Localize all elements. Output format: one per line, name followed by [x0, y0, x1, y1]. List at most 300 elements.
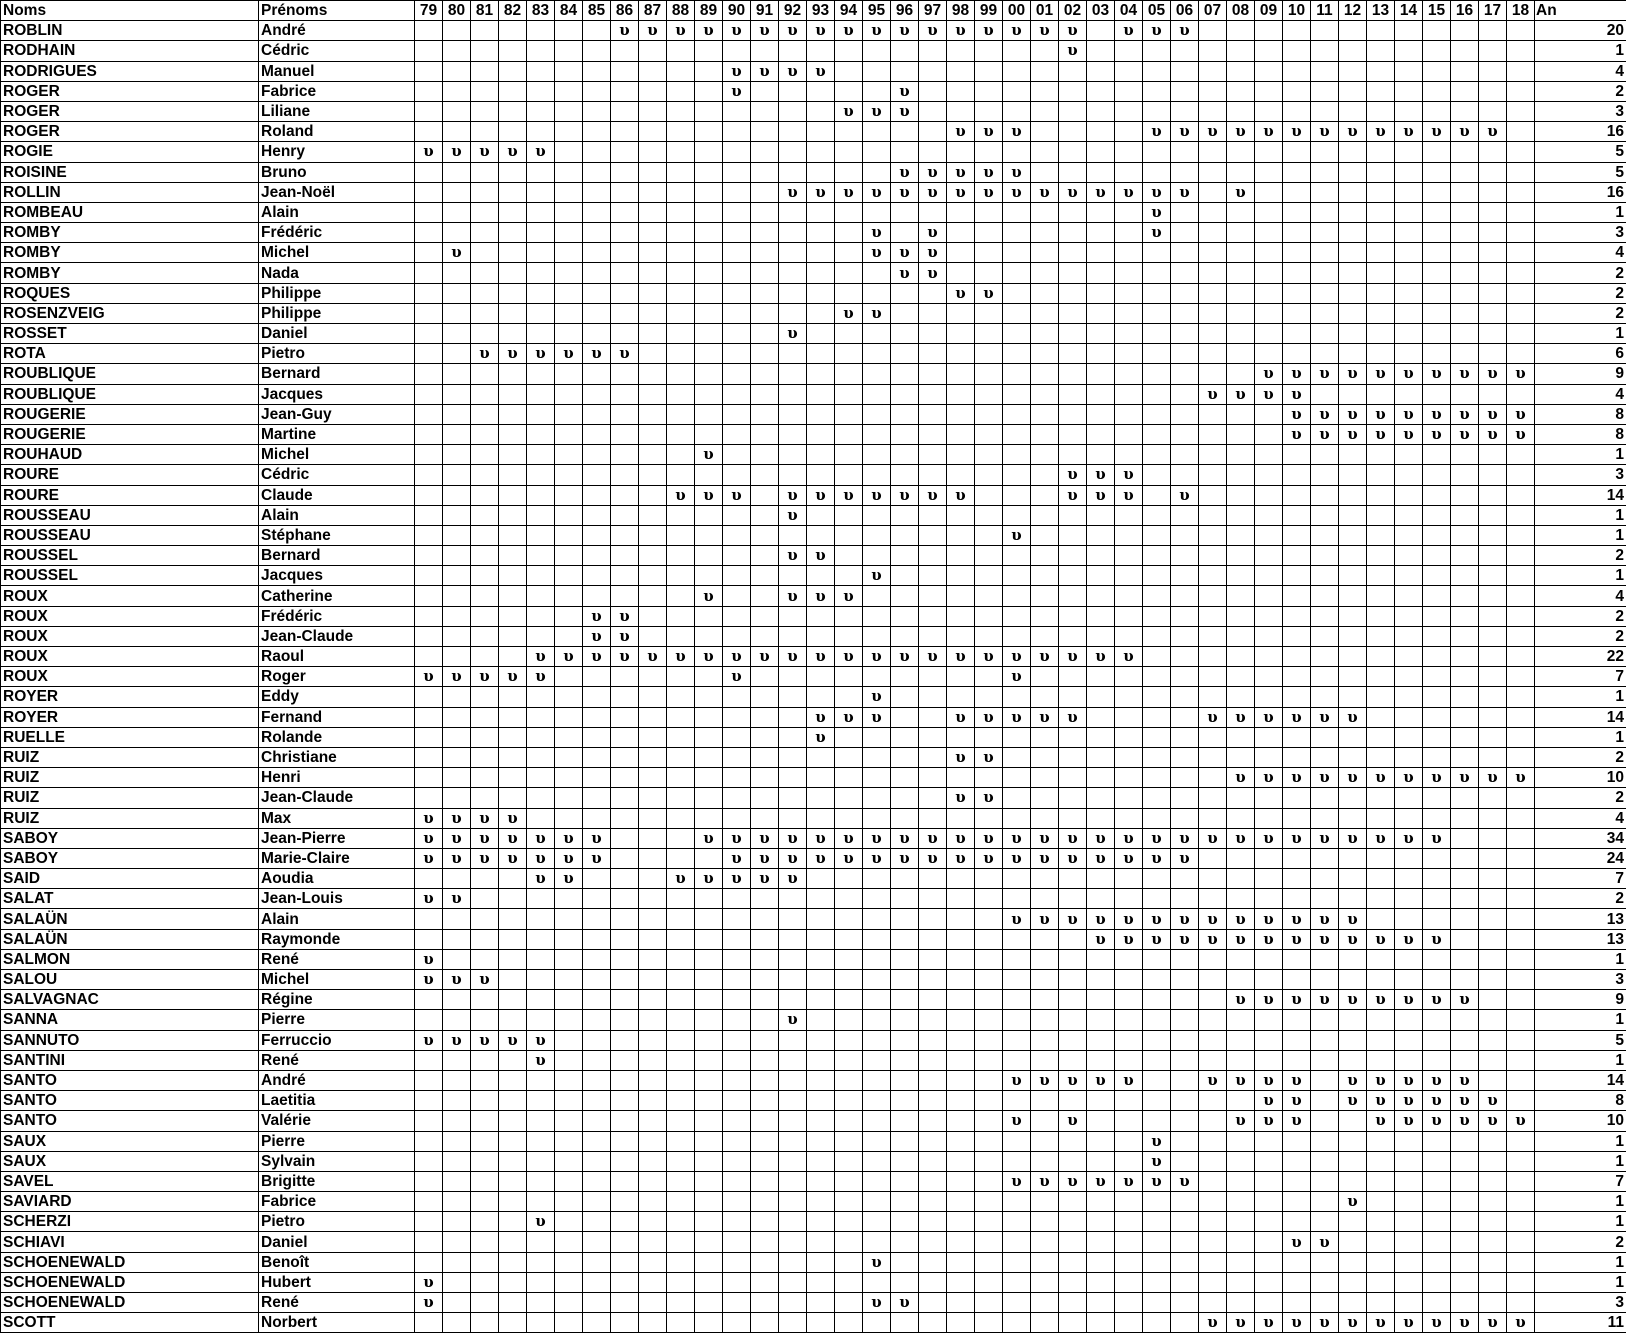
year-mark: υ — [1031, 909, 1059, 929]
year-cell-empty — [1115, 303, 1143, 323]
year-cell-empty — [1171, 101, 1199, 121]
row-nom: SCHOENEWALD — [1, 1293, 259, 1313]
row-prenom: Pietro — [259, 1212, 415, 1232]
year-cell-empty — [1143, 1212, 1171, 1232]
year-cell-empty — [527, 445, 555, 465]
year-cell-empty — [919, 344, 947, 364]
year-cell-empty — [1339, 626, 1367, 646]
year-cell-empty — [1507, 182, 1535, 202]
year-cell-empty — [1395, 687, 1423, 707]
year-cell-empty — [947, 223, 975, 243]
year-cell-empty — [639, 485, 667, 505]
year-cell-empty — [1507, 243, 1535, 263]
year-cell-empty — [1451, 869, 1479, 889]
year-cell-empty — [1059, 808, 1087, 828]
year-cell-empty — [1003, 283, 1031, 303]
year-cell-empty — [1283, 586, 1311, 606]
year-cell-empty — [807, 1293, 835, 1313]
year-cell-empty — [1451, 344, 1479, 364]
year-cell-empty — [639, 869, 667, 889]
year-cell-empty — [1255, 747, 1283, 767]
year-cell-empty — [891, 1232, 919, 1252]
year-cell-empty — [1115, 949, 1143, 969]
year-cell-empty — [639, 1070, 667, 1090]
year-cell-empty — [891, 788, 919, 808]
row-total: 16 — [1535, 122, 1626, 142]
year-mark: υ — [1059, 828, 1087, 848]
year-cell-empty — [1423, 707, 1451, 727]
year-cell-empty — [723, 202, 751, 222]
year-cell-empty — [1283, 1293, 1311, 1313]
year-cell-empty — [1367, 101, 1395, 121]
year-cell-empty — [835, 1111, 863, 1131]
year-cell-empty — [807, 445, 835, 465]
year-cell-empty — [1395, 667, 1423, 687]
year-cell-empty — [751, 1192, 779, 1212]
year-cell-empty — [779, 606, 807, 626]
year-cell-empty — [863, 324, 891, 344]
year-cell-empty — [1423, 21, 1451, 41]
year-cell-empty — [695, 546, 723, 566]
year-cell-empty — [1031, 586, 1059, 606]
year-cell-empty — [1367, 1151, 1395, 1171]
row-prenom: Pierre — [259, 1010, 415, 1030]
year-cell-empty — [499, 1192, 527, 1212]
year-cell-empty — [611, 1293, 639, 1313]
year-cell-empty — [1227, 404, 1255, 424]
year-cell-empty — [1479, 828, 1507, 848]
year-cell-empty — [667, 889, 695, 909]
year-cell-empty — [1227, 1151, 1255, 1171]
year-cell-empty — [1311, 243, 1339, 263]
year-cell-empty — [1423, 41, 1451, 61]
year-cell-empty — [499, 788, 527, 808]
year-cell-empty — [667, 1293, 695, 1313]
year-mark: υ — [919, 647, 947, 667]
year-cell-empty — [807, 364, 835, 384]
year-cell-empty — [471, 505, 499, 525]
year-cell-empty — [1311, 788, 1339, 808]
year-cell-empty — [1507, 1050, 1535, 1070]
year-cell-empty — [1339, 848, 1367, 868]
year-mark: υ — [1367, 404, 1395, 424]
year-cell-empty — [555, 202, 583, 222]
year-cell-empty — [667, 142, 695, 162]
year-cell-empty — [1283, 808, 1311, 828]
year-cell-empty — [1311, 546, 1339, 566]
year-cell-empty — [583, 122, 611, 142]
year-cell-empty — [947, 81, 975, 101]
year-cell-empty — [947, 142, 975, 162]
year-cell-empty — [947, 1171, 975, 1191]
year-cell-empty — [1003, 727, 1031, 747]
year-cell-empty — [1087, 445, 1115, 465]
year-mark: υ — [499, 808, 527, 828]
year-cell-empty — [1227, 61, 1255, 81]
year-cell-empty — [1423, 485, 1451, 505]
header-year: 03 — [1087, 1, 1115, 21]
year-cell-empty — [667, 727, 695, 747]
year-cell-empty — [1423, 1151, 1451, 1171]
year-cell-empty — [471, 909, 499, 929]
year-cell-empty — [1339, 1050, 1367, 1070]
year-cell-empty — [1451, 586, 1479, 606]
year-cell-empty — [695, 384, 723, 404]
year-cell-empty — [1507, 747, 1535, 767]
year-cell-empty — [1031, 81, 1059, 101]
year-cell-empty — [415, 324, 443, 344]
year-cell-empty — [947, 424, 975, 444]
year-cell-empty — [583, 1232, 611, 1252]
year-cell-empty — [1227, 202, 1255, 222]
year-cell-empty — [1451, 1131, 1479, 1151]
year-cell-empty — [947, 344, 975, 364]
year-cell-empty — [1255, 303, 1283, 323]
year-cell-empty — [1143, 1091, 1171, 1111]
year-cell-empty — [1395, 384, 1423, 404]
year-cell-empty — [1255, 1050, 1283, 1070]
year-cell-empty — [443, 364, 471, 384]
year-mark: υ — [975, 747, 1003, 767]
year-cell-empty — [1087, 808, 1115, 828]
year-cell-empty — [1423, 788, 1451, 808]
header-year: 13 — [1367, 1, 1395, 21]
year-cell-empty — [1227, 303, 1255, 323]
year-cell-empty — [1031, 384, 1059, 404]
year-cell-empty — [1395, 142, 1423, 162]
year-cell-empty — [1059, 990, 1087, 1010]
year-cell-empty — [975, 404, 1003, 424]
year-cell-empty — [1059, 606, 1087, 626]
year-cell-empty — [611, 727, 639, 747]
year-cell-empty — [751, 990, 779, 1010]
row-prenom: Michel — [259, 243, 415, 263]
year-mark: υ — [835, 21, 863, 41]
year-cell-empty — [723, 1272, 751, 1292]
year-cell-empty — [1423, 869, 1451, 889]
year-mark: υ — [1087, 828, 1115, 848]
year-cell-empty — [779, 788, 807, 808]
year-cell-empty — [583, 586, 611, 606]
year-cell-empty — [695, 1252, 723, 1272]
year-cell-empty — [667, 525, 695, 545]
year-cell-empty — [1143, 1010, 1171, 1030]
year-cell-empty — [1115, 344, 1143, 364]
year-cell-empty — [1339, 1010, 1367, 1030]
table-row — [1, 1111, 1626, 1131]
year-cell-empty — [919, 1030, 947, 1050]
year-cell-empty — [1087, 1111, 1115, 1131]
year-cell-empty — [975, 990, 1003, 1010]
year-cell-empty — [919, 505, 947, 525]
table-row — [1, 505, 1626, 525]
year-cell-empty — [1143, 949, 1171, 969]
year-mark: υ — [1003, 525, 1031, 545]
year-cell-empty — [1451, 1272, 1479, 1292]
year-cell-empty — [1115, 869, 1143, 889]
year-cell-empty — [1283, 727, 1311, 747]
year-cell-empty — [639, 788, 667, 808]
year-mark: υ — [583, 828, 611, 848]
year-cell-empty — [555, 707, 583, 727]
year-cell-empty — [443, 747, 471, 767]
year-mark: υ — [1143, 1171, 1171, 1191]
year-cell-empty — [1423, 667, 1451, 687]
year-cell-empty — [471, 1171, 499, 1191]
year-cell-empty — [1283, 1212, 1311, 1232]
year-cell-empty — [1367, 626, 1395, 646]
year-cell-empty — [1479, 1272, 1507, 1292]
year-cell-empty — [1087, 101, 1115, 121]
year-cell-empty — [1059, 525, 1087, 545]
year-mark: υ — [779, 21, 807, 41]
year-cell-empty — [499, 687, 527, 707]
year-cell-empty — [527, 465, 555, 485]
year-cell-empty — [1339, 223, 1367, 243]
year-cell-empty — [695, 404, 723, 424]
year-cell-empty — [1507, 202, 1535, 222]
year-cell-empty — [1059, 687, 1087, 707]
row-total: 4 — [1535, 808, 1626, 828]
year-cell-empty — [1395, 848, 1423, 868]
table-row — [1, 869, 1626, 889]
year-cell-empty — [499, 364, 527, 384]
year-cell-empty — [1115, 263, 1143, 283]
row-prenom: Jean-Claude — [259, 788, 415, 808]
year-cell-empty — [863, 404, 891, 424]
table-row — [1, 1272, 1626, 1292]
year-cell-empty — [1423, 1212, 1451, 1232]
year-cell-empty — [499, 263, 527, 283]
year-cell-empty — [947, 990, 975, 1010]
year-cell-empty — [583, 1010, 611, 1030]
header-year: 94 — [835, 1, 863, 21]
year-cell-empty — [1283, 505, 1311, 525]
year-cell-empty — [527, 1111, 555, 1131]
year-cell-empty — [1227, 1192, 1255, 1212]
year-cell-empty — [695, 949, 723, 969]
year-mark: υ — [1003, 122, 1031, 142]
year-cell-empty — [639, 303, 667, 323]
year-cell-empty — [1507, 647, 1535, 667]
year-mark: υ — [667, 485, 695, 505]
year-cell-empty — [863, 505, 891, 525]
year-cell-empty — [1507, 223, 1535, 243]
year-cell-empty — [1059, 1151, 1087, 1171]
year-cell-empty — [1479, 1151, 1507, 1171]
year-cell-empty — [555, 626, 583, 646]
year-cell-empty — [695, 364, 723, 384]
year-mark: υ — [1423, 404, 1451, 424]
year-cell-empty — [891, 505, 919, 525]
year-cell-empty — [1311, 303, 1339, 323]
year-cell-empty — [555, 223, 583, 243]
year-cell-empty — [975, 142, 1003, 162]
year-cell-empty — [499, 1151, 527, 1171]
row-total: 11 — [1535, 1313, 1626, 1333]
year-mark: υ — [1283, 1232, 1311, 1252]
year-cell-empty — [1423, 889, 1451, 909]
year-cell-empty — [527, 586, 555, 606]
row-nom: ROTA — [1, 344, 259, 364]
year-cell-empty — [1255, 667, 1283, 687]
year-mark: υ — [1339, 909, 1367, 929]
year-mark: υ — [1227, 384, 1255, 404]
year-cell-empty — [639, 970, 667, 990]
year-mark: υ — [863, 485, 891, 505]
year-cell-empty — [527, 606, 555, 626]
year-cell-empty — [639, 445, 667, 465]
row-nom: ROGER — [1, 101, 259, 121]
year-cell-empty — [1199, 101, 1227, 121]
year-cell-empty — [723, 263, 751, 283]
year-cell-empty — [1087, 142, 1115, 162]
year-cell-empty — [779, 1272, 807, 1292]
year-cell-empty — [1115, 122, 1143, 142]
year-cell-empty — [695, 1232, 723, 1252]
year-cell-empty — [1283, 324, 1311, 344]
year-cell-empty — [443, 21, 471, 41]
year-cell-empty — [583, 424, 611, 444]
year-cell-empty — [1031, 727, 1059, 747]
year-cell-empty — [583, 1272, 611, 1292]
year-mark: υ — [667, 647, 695, 667]
year-cell-empty — [975, 223, 1003, 243]
year-cell-empty — [1479, 101, 1507, 121]
year-cell-empty — [863, 606, 891, 626]
year-mark: υ — [1451, 768, 1479, 788]
year-cell-empty — [975, 1070, 1003, 1090]
year-cell-empty — [891, 1030, 919, 1050]
year-cell-empty — [555, 1232, 583, 1252]
year-mark: υ — [779, 828, 807, 848]
year-cell-empty — [1255, 869, 1283, 889]
year-cell-empty — [779, 142, 807, 162]
year-mark: υ — [443, 243, 471, 263]
year-cell-empty — [1479, 1050, 1507, 1070]
year-cell-empty — [835, 869, 863, 889]
year-cell-empty — [1143, 61, 1171, 81]
year-mark: υ — [1115, 848, 1143, 868]
year-cell-empty — [807, 687, 835, 707]
year-cell-empty — [1395, 1030, 1423, 1050]
year-cell-empty — [779, 949, 807, 969]
year-cell-empty — [1479, 869, 1507, 889]
year-cell-empty — [1367, 687, 1395, 707]
year-cell-empty — [891, 445, 919, 465]
row-nom: ROISINE — [1, 162, 259, 182]
year-cell-empty — [667, 1070, 695, 1090]
year-cell-empty — [611, 243, 639, 263]
year-cell-empty — [835, 1252, 863, 1272]
year-cell-empty — [1367, 243, 1395, 263]
year-cell-empty — [947, 1151, 975, 1171]
year-cell-empty — [1507, 122, 1535, 142]
year-cell-empty — [919, 970, 947, 990]
year-cell-empty — [975, 869, 1003, 889]
year-cell-empty — [1227, 647, 1255, 667]
year-cell-empty — [1367, 788, 1395, 808]
header-year: 79 — [415, 1, 443, 21]
year-cell-empty — [695, 929, 723, 949]
year-cell-empty — [723, 687, 751, 707]
year-mark: υ — [1087, 647, 1115, 667]
year-cell-empty — [1395, 303, 1423, 323]
year-cell-empty — [947, 869, 975, 889]
year-cell-empty — [443, 162, 471, 182]
year-cell-empty — [1367, 465, 1395, 485]
year-cell-empty — [415, 606, 443, 626]
year-cell-empty — [555, 122, 583, 142]
year-cell-empty — [1115, 1151, 1143, 1171]
year-mark: υ — [891, 263, 919, 283]
year-cell-empty — [1367, 162, 1395, 182]
year-mark: υ — [1199, 929, 1227, 949]
row-nom: SABOY — [1, 848, 259, 868]
year-cell-empty — [975, 1050, 1003, 1070]
year-cell-empty — [1227, 566, 1255, 586]
year-mark: υ — [1227, 990, 1255, 1010]
year-mark: υ — [1171, 1171, 1199, 1191]
year-cell-empty — [1283, 606, 1311, 626]
year-cell-empty — [1283, 465, 1311, 485]
year-cell-empty — [1311, 566, 1339, 586]
year-cell-empty — [1115, 283, 1143, 303]
year-cell-empty — [1395, 162, 1423, 182]
year-cell-empty — [1115, 243, 1143, 263]
row-prenom: Jean-Guy — [259, 404, 415, 424]
year-cell-empty — [1311, 162, 1339, 182]
year-mark: υ — [1423, 990, 1451, 1010]
year-cell-empty — [891, 586, 919, 606]
year-cell-empty — [1031, 1151, 1059, 1171]
year-cell-empty — [1059, 1091, 1087, 1111]
year-cell-empty — [695, 122, 723, 142]
year-cell-empty — [1311, 869, 1339, 889]
year-mark: υ — [1003, 1171, 1031, 1191]
year-mark: υ — [919, 243, 947, 263]
year-cell-empty — [835, 1192, 863, 1212]
year-cell-empty — [1087, 1091, 1115, 1111]
year-cell-empty — [947, 1192, 975, 1212]
year-cell-empty — [1367, 21, 1395, 41]
year-cell-empty — [1283, 445, 1311, 465]
year-mark: υ — [1255, 909, 1283, 929]
row-total: 2 — [1535, 303, 1626, 323]
year-cell-empty — [1283, 566, 1311, 586]
year-cell-empty — [667, 949, 695, 969]
year-cell-empty — [1479, 21, 1507, 41]
year-cell-empty — [471, 586, 499, 606]
year-mark: υ — [891, 101, 919, 121]
year-cell-empty — [1311, 1252, 1339, 1272]
year-cell-empty — [807, 889, 835, 909]
year-cell-empty — [583, 990, 611, 1010]
year-cell-empty — [891, 1010, 919, 1030]
year-cell-empty — [415, 162, 443, 182]
year-cell-empty — [415, 707, 443, 727]
year-cell-empty — [1199, 263, 1227, 283]
year-cell-empty — [527, 707, 555, 727]
year-cell-empty — [1395, 283, 1423, 303]
year-cell-empty — [947, 586, 975, 606]
year-cell-empty — [1507, 1091, 1535, 1111]
row-total: 10 — [1535, 1111, 1626, 1131]
year-cell-empty — [863, 41, 891, 61]
year-cell-empty — [1479, 889, 1507, 909]
year-mark: υ — [1339, 1091, 1367, 1111]
year-mark: υ — [1395, 1091, 1423, 1111]
